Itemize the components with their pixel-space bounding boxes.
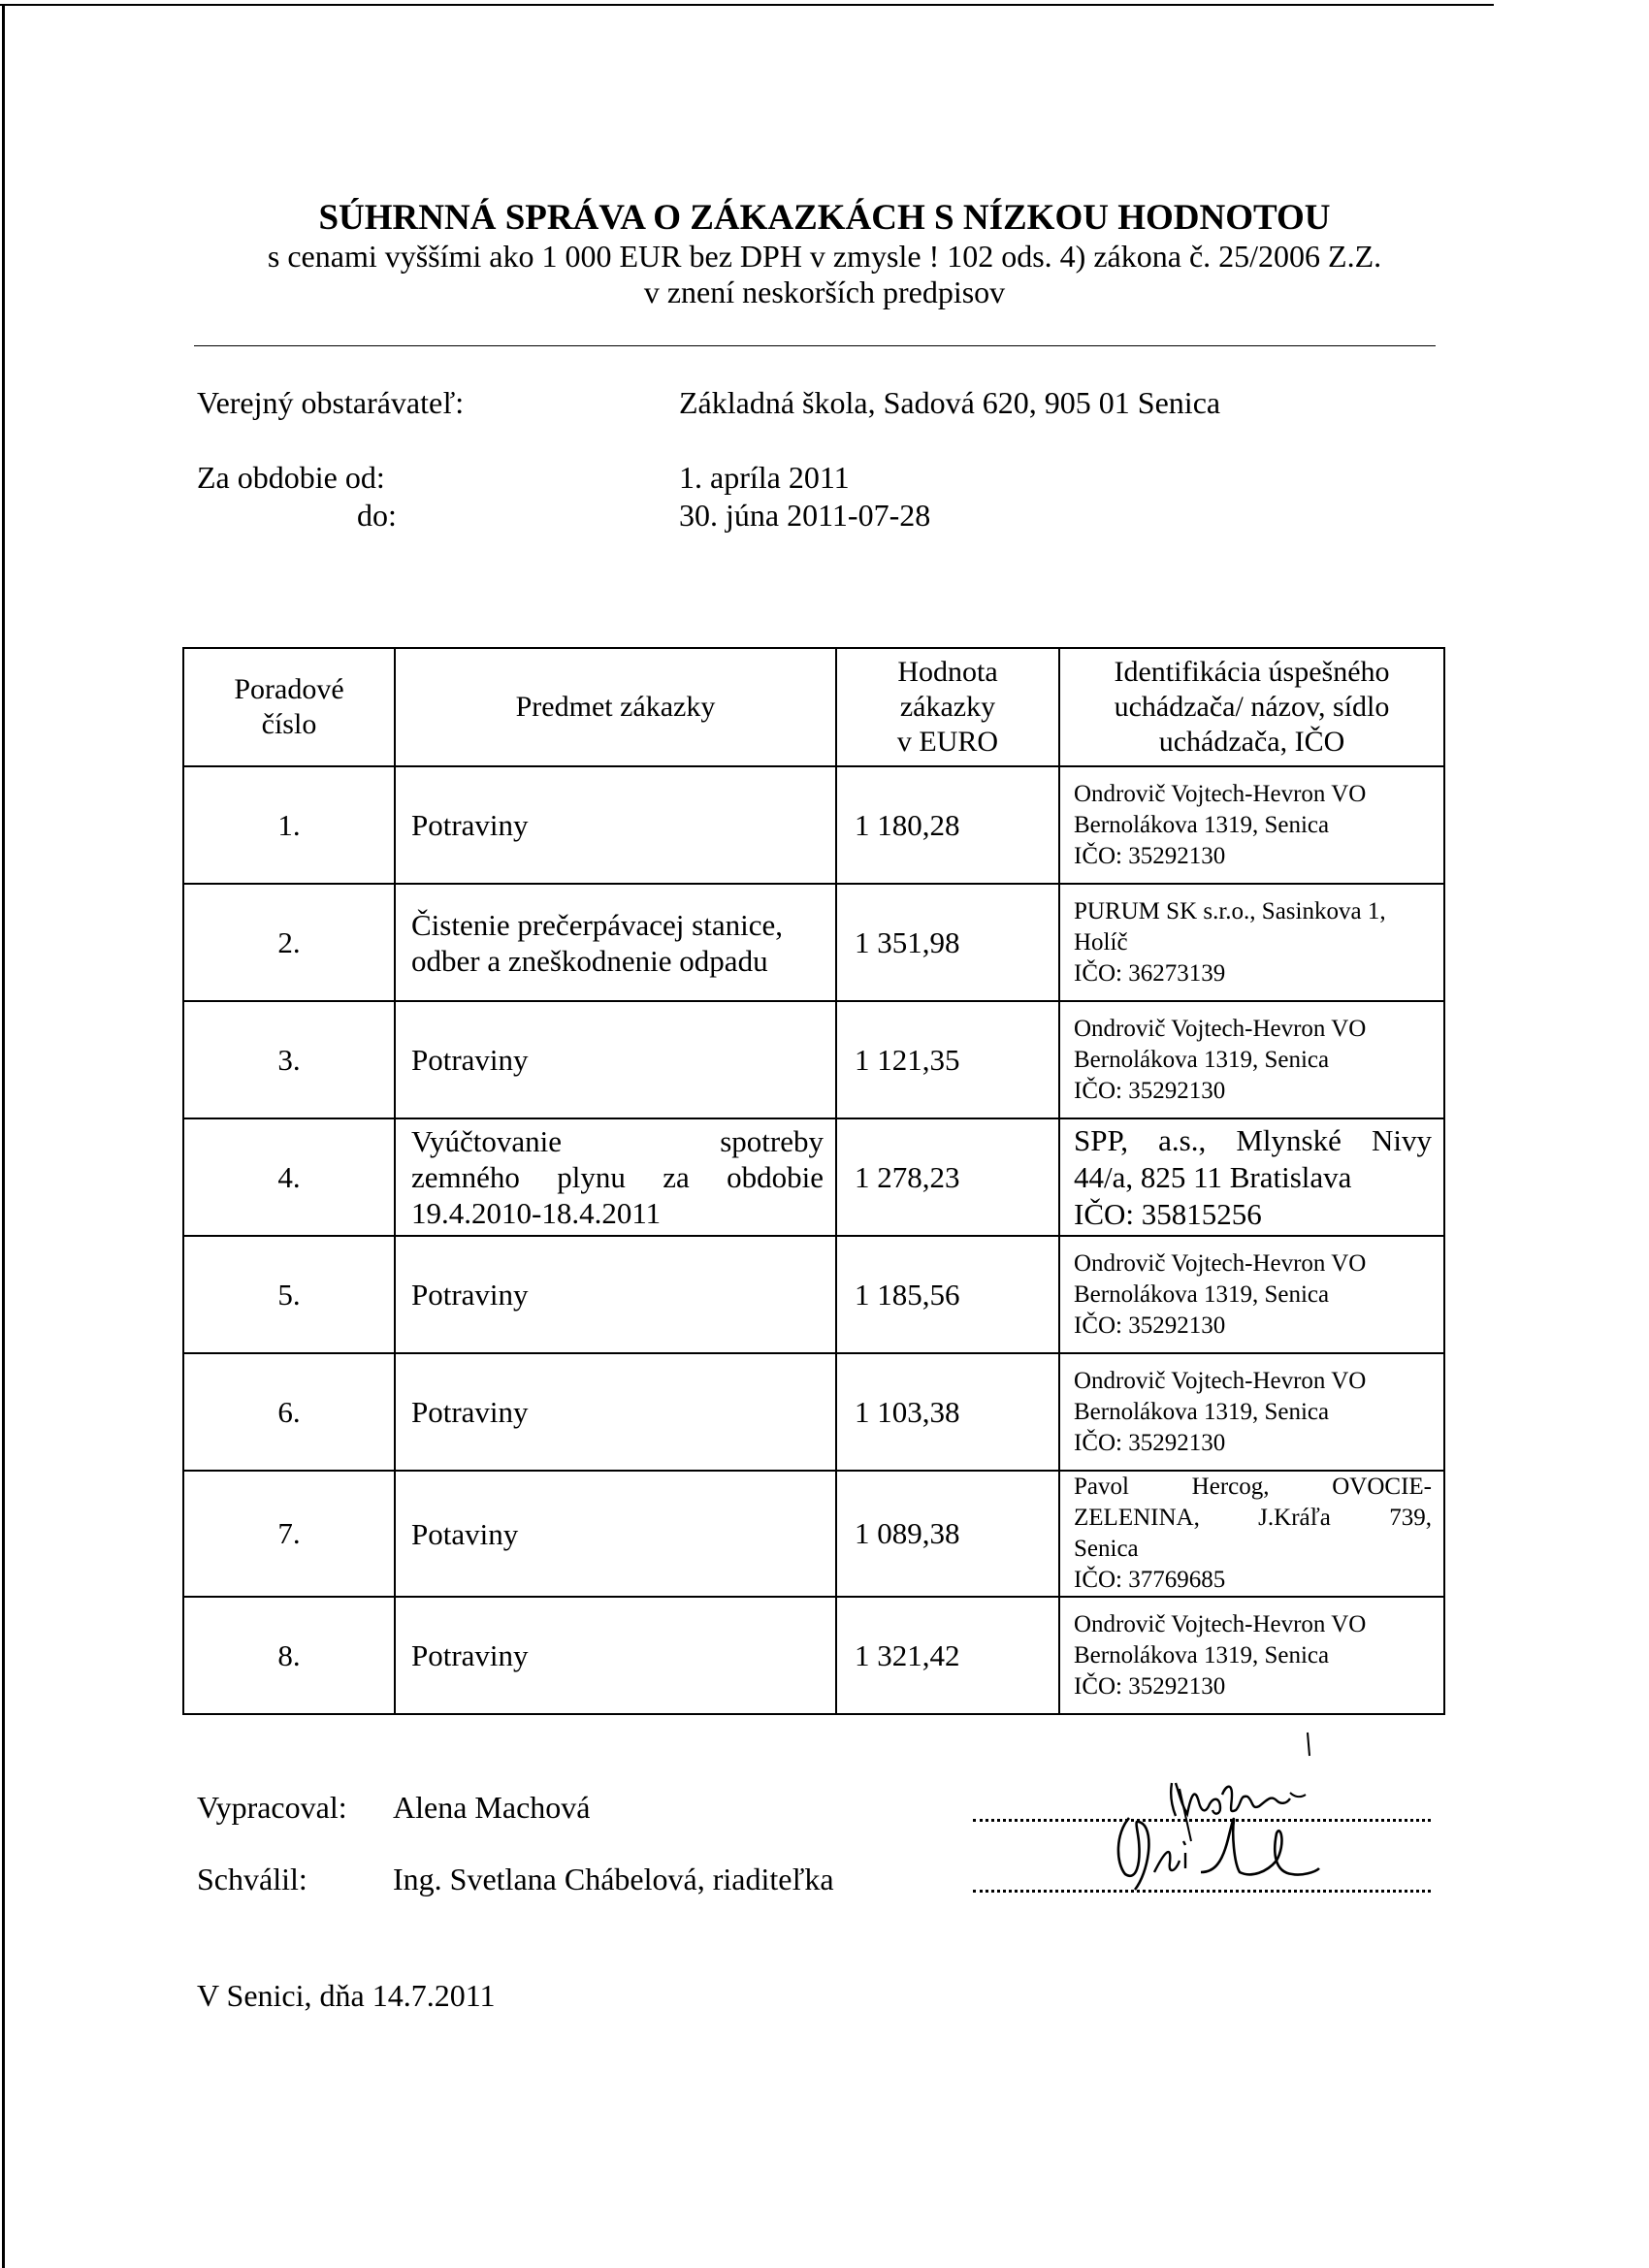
row-subject [395, 1118, 836, 1236]
header-supplier-line3: uchádzača, IČO [1158, 726, 1345, 758]
row-number: 6. [183, 1353, 395, 1471]
row-number: 4. [183, 1118, 395, 1236]
place-and-date: V Senici, dňa 14.7.2011 [197, 1978, 496, 2013]
document-subtitle-line1: s cenami vyššími ako 1 000 EUR bez DPH v zmysle ! 102 ods. 4) zákona č. 25/2006 Z.Z. [267, 239, 1382, 274]
row-subject [395, 1001, 836, 1118]
row-subject [395, 884, 836, 1001]
header-order-number-line1: Poradové [234, 673, 344, 705]
approved-by-name: Ing. Svetlana Chábelová, riaditeľka [393, 1862, 834, 1896]
row-value: 1 351,98 [836, 884, 1059, 1001]
period-from-value: 1. apríla 2011 [679, 460, 850, 495]
row-subject [395, 1471, 836, 1597]
row-supplier [1059, 1118, 1444, 1236]
row-supplier-line: 44/a, 825 11 Bratislava [1074, 1159, 1352, 1194]
row-subject-line: Potraviny [411, 1638, 529, 1672]
row-supplier-line: Pavol Hercog, OVOCIE- [1074, 1474, 1432, 1500]
row-subject [395, 1236, 836, 1353]
prepared-by-label: Vypracoval: [197, 1790, 347, 1825]
period-to-label: do: [357, 498, 397, 533]
header-separator [194, 345, 1436, 346]
row-supplier [1059, 1471, 1444, 1597]
header-value-line2: zákazky [899, 691, 996, 723]
period-from-label: Za obdobie od: [197, 460, 385, 495]
row-supplier-line: Ondrovič Vojtech-Hevron VO [1074, 780, 1367, 807]
row-supplier [1059, 1353, 1444, 1471]
row-supplier-line: Bernolákova 1319, Senica [1074, 1280, 1330, 1308]
row-number: 7. [183, 1471, 395, 1597]
row-value: 1 103,38 [836, 1353, 1059, 1471]
row-supplier [1059, 1597, 1444, 1714]
row-supplier-line: IČO: 35292130 [1074, 842, 1226, 869]
row-supplier-line: IČO: 35815256 [1074, 1196, 1262, 1231]
row-supplier-line: Ondrovič Vojtech-Hevron VO [1074, 1610, 1367, 1637]
table-row [183, 1597, 1444, 1714]
row-supplier [1059, 766, 1444, 884]
row-supplier-line: Ondrovič Vojtech-Hevron VO [1074, 1367, 1367, 1394]
row-value: 1 121,35 [836, 1001, 1059, 1118]
document-title: SÚHRNNÁ SPRÁVA O ZÁKAZKÁCH S NÍZKOU HODNOTOU [318, 198, 1331, 238]
row-number: 1. [183, 766, 395, 884]
prepared-by-name: Alena Machová [393, 1790, 591, 1825]
row-subject-line: zemného plynu za obdobie [411, 1160, 824, 1194]
table-row [183, 1353, 1444, 1471]
row-subject-line: Potraviny [411, 1395, 529, 1429]
row-supplier-line: Bernolákova 1319, Senica [1074, 1641, 1330, 1669]
header-value-line1: Hodnota [897, 656, 998, 688]
row-value: 1 185,56 [836, 1236, 1059, 1353]
row-subject [395, 1597, 836, 1714]
header-order-number-line2: číslo [261, 708, 317, 740]
scan-border-top [0, 4, 1494, 6]
row-supplier-line: IČO: 35292130 [1074, 1429, 1226, 1456]
scan-border-left [2, 4, 5, 2268]
contracts-table [182, 647, 1445, 1715]
handwritten-signatures [1086, 1727, 1377, 1901]
row-number: 2. [183, 884, 395, 1001]
row-supplier-line: IČO: 36273139 [1074, 959, 1226, 987]
row-value: 1 278,23 [836, 1118, 1059, 1236]
row-supplier-line: IČO: 35292130 [1074, 1077, 1226, 1104]
row-supplier-line: Bernolákova 1319, Senica [1074, 1046, 1330, 1073]
row-supplier-line: Senica [1074, 1536, 1139, 1562]
row-supplier [1059, 1236, 1444, 1353]
row-subject-line: Vyúčtovanie spotreby [411, 1124, 824, 1158]
row-supplier-line: Ondrovič Vojtech-Hevron VO [1074, 1015, 1367, 1042]
row-supplier-line: Bernolákova 1319, Senica [1074, 1398, 1330, 1425]
approved-by-label: Schválil: [197, 1862, 307, 1896]
row-number: 5. [183, 1236, 395, 1353]
header-value-line3: v EURO [896, 726, 999, 758]
row-subject [395, 766, 836, 884]
header-subject: Predmet zákazky [395, 648, 836, 766]
header-supplier-line2: uchádzača/ názov, sídlo [1114, 691, 1390, 723]
buyer-value: Základná škola, Sadová 620, 905 01 Senica [679, 385, 1221, 420]
row-supplier-line: IČO: 35292130 [1074, 1312, 1226, 1339]
header-order-number [183, 648, 395, 766]
row-subject [395, 1353, 836, 1471]
table-row [183, 1118, 1444, 1236]
header-value [836, 648, 1059, 766]
row-subject-line: 19.4.2010-18.4.2011 [411, 1196, 662, 1230]
row-supplier-line: SPP, a.s., Mlynské Nivy [1074, 1122, 1432, 1157]
table-row [183, 884, 1444, 1001]
row-value: 1 180,28 [836, 766, 1059, 884]
row-supplier [1059, 1001, 1444, 1118]
row-subject-line: Potraviny [411, 1043, 529, 1077]
header-supplier-line1: Identifikácia úspešného [1114, 656, 1390, 688]
row-subject-line: Potraviny [411, 808, 529, 842]
row-number: 8. [183, 1597, 395, 1714]
row-supplier-line: Bernolákova 1319, Senica [1074, 811, 1330, 838]
row-value: 1 321,42 [836, 1597, 1059, 1714]
row-subject-line: Potaviny [411, 1516, 519, 1551]
table-row [183, 1001, 1444, 1118]
row-number: 3. [183, 1001, 395, 1118]
table-row [183, 1236, 1444, 1353]
row-supplier-line: IČO: 35292130 [1074, 1672, 1226, 1700]
buyer-label: Verejný obstarávateľ: [197, 385, 465, 420]
table-header-row [183, 648, 1444, 766]
row-supplier-line: ZELENINA, J.Kráľa 739, [1074, 1505, 1432, 1531]
row-subject-line: odber a zneškodnenie odpadu [411, 943, 768, 978]
row-subject-line: Potraviny [411, 1278, 529, 1312]
row-value: 1 089,38 [836, 1471, 1059, 1597]
row-supplier-line: Holíč [1074, 928, 1128, 956]
document-subtitle-line2: v znení neskorších predpisov [643, 275, 1006, 309]
row-supplier [1059, 884, 1444, 1001]
row-supplier-line: IČO: 37769685 [1074, 1567, 1226, 1593]
row-supplier-line: PURUM SK s.r.o., Sasinkova 1, [1074, 897, 1386, 924]
period-to-value: 30. júna 2011-07-28 [679, 498, 931, 533]
header-supplier [1059, 648, 1444, 766]
row-supplier-line: Ondrovič Vojtech-Hevron VO [1074, 1249, 1367, 1277]
table-row [183, 1471, 1444, 1597]
table-row [183, 766, 1444, 884]
row-subject-line: Čistenie prečerpávacej stanice, [411, 907, 783, 942]
